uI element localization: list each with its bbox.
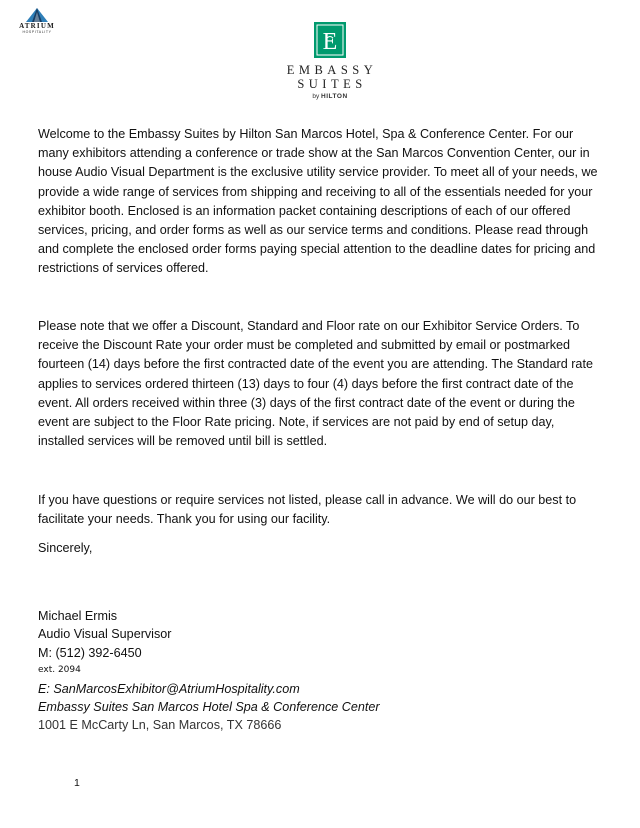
signature-phone: M: (512) 392-6450: [38, 646, 142, 660]
brand-parent: HILTON: [321, 93, 348, 100]
atrium-triangle-icon: [26, 8, 48, 22]
atrium-hospitality-logo: [6, 8, 68, 42]
page-number: 1: [74, 777, 80, 789]
signature-ext: ext. 2094: [38, 665, 81, 675]
svg-text:E: E: [322, 29, 338, 55]
signature-venue: Embassy Suites San Marcos Hotel Spa & Conference Center: [38, 700, 380, 714]
letter-paragraph-welcome: Welcome to the Embassy Suites by Hilton San Marcos Hotel, Spa & Conference Center. For our many exhibitors attending a conference or trade show at the San Marcos Convention Center, our in house Audio Visual Department is the exclusive utility service provider. To meet all of your needs, we provide a wide range of services from shipping and receiving to all of the essentials needed for your exhibitor booth. Enclosed is an information packet containing descriptions of each of our offered services, pricing, and order forms as well as our service terms and conditions. Please read through and complete the enclosed order forms paying special attention to the deadline dates for pricing and restrictions of services offered.: [38, 127, 598, 276]
signature-title: Audio Visual Supervisor: [38, 627, 172, 641]
embassy-e-mark-icon: [314, 22, 346, 58]
brand-line2: SUITES: [297, 77, 367, 91]
signature-address: 1001 E McCarty Ln, San Marcos, TX 78666: [38, 718, 282, 732]
signature-email: E: SanMarcosExhibitor@AtriumHospitality.com: [38, 682, 300, 696]
brand-by: by: [312, 93, 320, 100]
letter-paragraph-questions: If you have questions or require services not listed, please call in advance. We will do our best to facilitate your needs. Thank you for using our facility.: [38, 493, 577, 527]
embassy-suites-logo: [230, 22, 430, 101]
brand-line1: EMBASSY: [286, 63, 378, 77]
brand-by-line: [230, 92, 430, 101]
letter-paragraph-rates: Please note that we offer a Discount, Standard and Floor rate on our Exhibitor Service Orders. To receive the Discount Rate your order must be completed and submitted by email or postmarked fourteen (14) days before the first contracted date of the event you are attending. The Standard rate applies to services ordered thirteen (13) days to four (4) days before the first contract date of the event. All orders received within three (3) days of the first contract date of the event or during the event are subject to the Floor Rate pricing. Note, if services are not paid by end of setup day, installed services will be removed until bill is settled.: [38, 319, 593, 449]
letter-closing: Sincerely,: [38, 541, 93, 555]
atrium-name: ATRIUM: [19, 22, 55, 30]
atrium-sub: HOSPITALITY: [22, 30, 52, 34]
signature-name: Michael Ermis: [38, 609, 118, 623]
